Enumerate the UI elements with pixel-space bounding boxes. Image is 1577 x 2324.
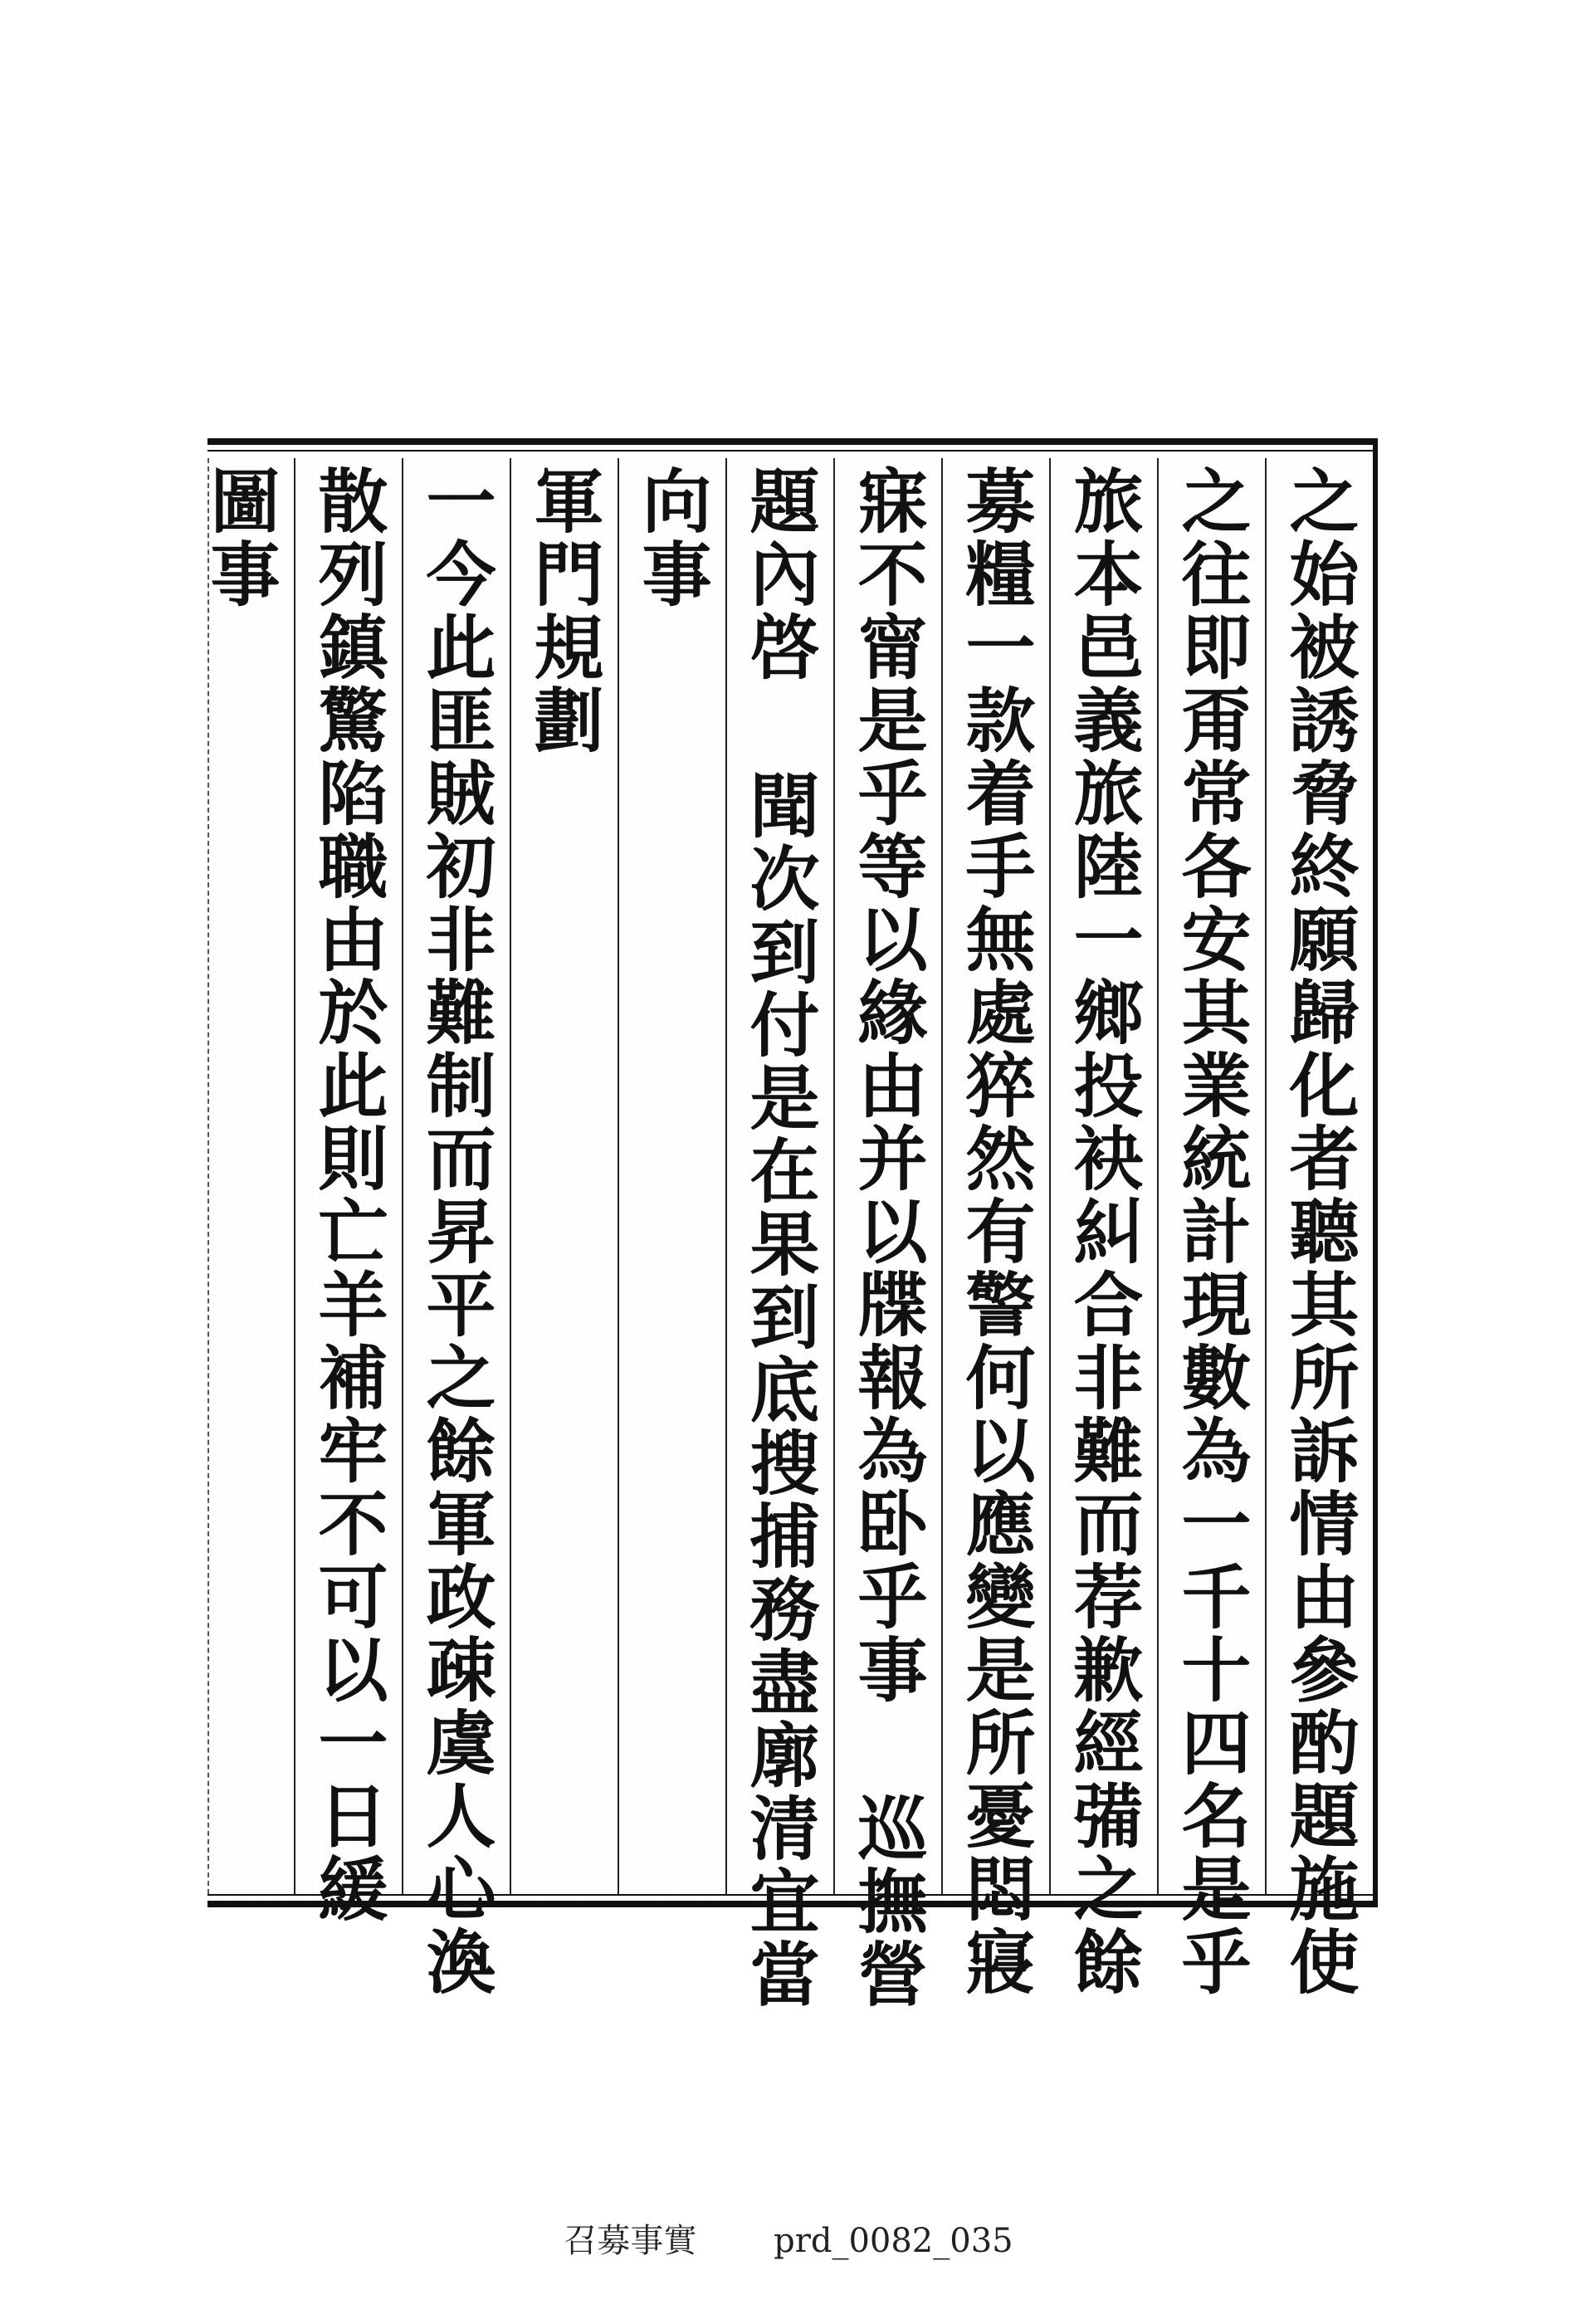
text-column-1 <box>1265 458 1373 1999</box>
book-title: 召募事實 <box>564 2222 697 2260</box>
text-column-11 <box>199 458 294 1894</box>
page-id: prd_0082_035 <box>774 2222 1013 2260</box>
text-column-10 <box>294 458 402 1926</box>
text-column-6 <box>725 458 833 2011</box>
column-text: 之始被誘脅終願歸化者聽其所訴情由參酌題施使 <box>1278 465 1360 1999</box>
column-text: 散列鎮驚陷職由於此則亡羊補牢不可以一日緩 <box>307 465 389 1926</box>
column-text: 圖事 <box>199 465 281 611</box>
column-text: 題內啓 聞次到付是在果到底搜捕務盡廓清宜當 <box>739 465 821 2011</box>
text-column-3 <box>1049 458 1157 1999</box>
text-column-7 <box>618 458 725 1894</box>
column-text: 寐不甯是乎等以緣由并以牒報為卧乎事 巡撫營 <box>847 465 929 2011</box>
text-block <box>199 438 1378 2011</box>
column-text: 旅本邑義旅陸一鄉投袂糾合非難而荐歉經㣁之餘 <box>1062 465 1145 1999</box>
text-column-2 <box>1157 458 1265 1999</box>
page-footer <box>0 2214 1577 2262</box>
column-text: 一今此匪賊初非難制而昇平之餘軍政疎虞人心渙 <box>415 465 497 1999</box>
text-column-8 <box>510 458 618 1894</box>
column-text: 之往即甭常各安其業統計現數為一千十四名是乎 <box>1170 465 1252 1999</box>
column-text: 軍門規劃 <box>523 465 605 757</box>
text-column-5 <box>833 458 941 2011</box>
text-column-9 <box>402 458 510 1999</box>
text-column-4 <box>941 458 1049 1999</box>
column-text: 向事 <box>631 465 713 611</box>
column-text: 募糧一款着手無處猝然有警何以應變是所憂悶寢 <box>954 465 1037 1999</box>
